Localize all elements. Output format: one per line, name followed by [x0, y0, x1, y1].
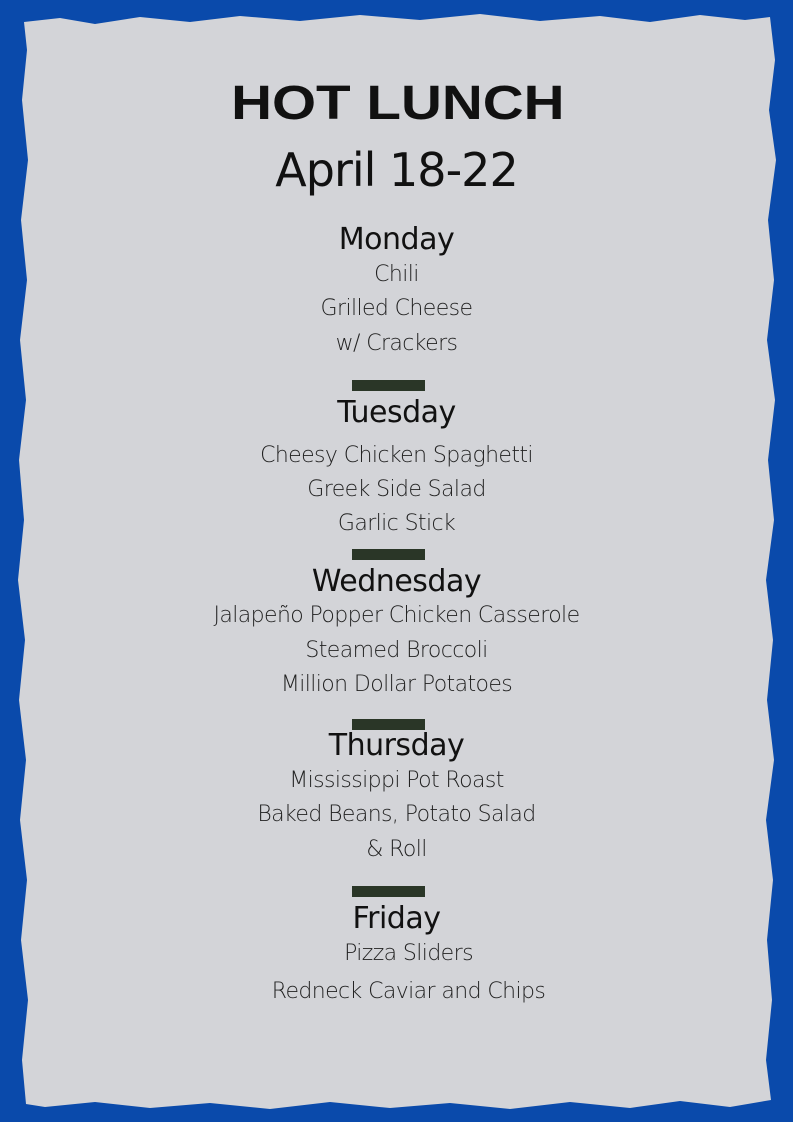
menu-item: Baked Beans, Potato Salad	[257, 802, 536, 827]
divider-bar	[352, 380, 425, 391]
day-tuesday: Tuesday	[337, 395, 456, 430]
menu-item: Jalapeño Popper Chicken Casserole	[213, 603, 580, 628]
day-monday: Monday	[338, 222, 455, 257]
day-wednesday: Wednesday	[311, 564, 482, 599]
menu-item: Million Dollar Potatoes	[280, 672, 513, 697]
menu-item: w/ Crackers	[335, 331, 458, 356]
divider-bar	[352, 886, 425, 897]
menu-item: Chili	[374, 262, 419, 287]
day-friday: Friday	[352, 901, 441, 936]
menu-item: Pizza Sliders	[344, 941, 473, 966]
menu-item: Mississippi Pot Roast	[289, 768, 504, 793]
menu-dates: April 18-22	[275, 143, 518, 197]
menu-item: Greek Side Salad	[307, 477, 486, 502]
menu-item: Grilled Cheese	[320, 296, 473, 321]
menu-item: Garlic Stick	[337, 511, 456, 536]
menu-item: Cheesy Chicken Spaghetti	[260, 443, 533, 468]
divider-bar	[352, 549, 425, 560]
menu-item: Steamed Broccoli	[305, 638, 488, 663]
menu-title: HOT LUNCH	[231, 77, 565, 130]
menu-item: & Roll	[366, 837, 427, 862]
menu-item: Redneck Caviar and Chips	[271, 979, 546, 1004]
day-thursday: Thursday	[328, 728, 465, 763]
